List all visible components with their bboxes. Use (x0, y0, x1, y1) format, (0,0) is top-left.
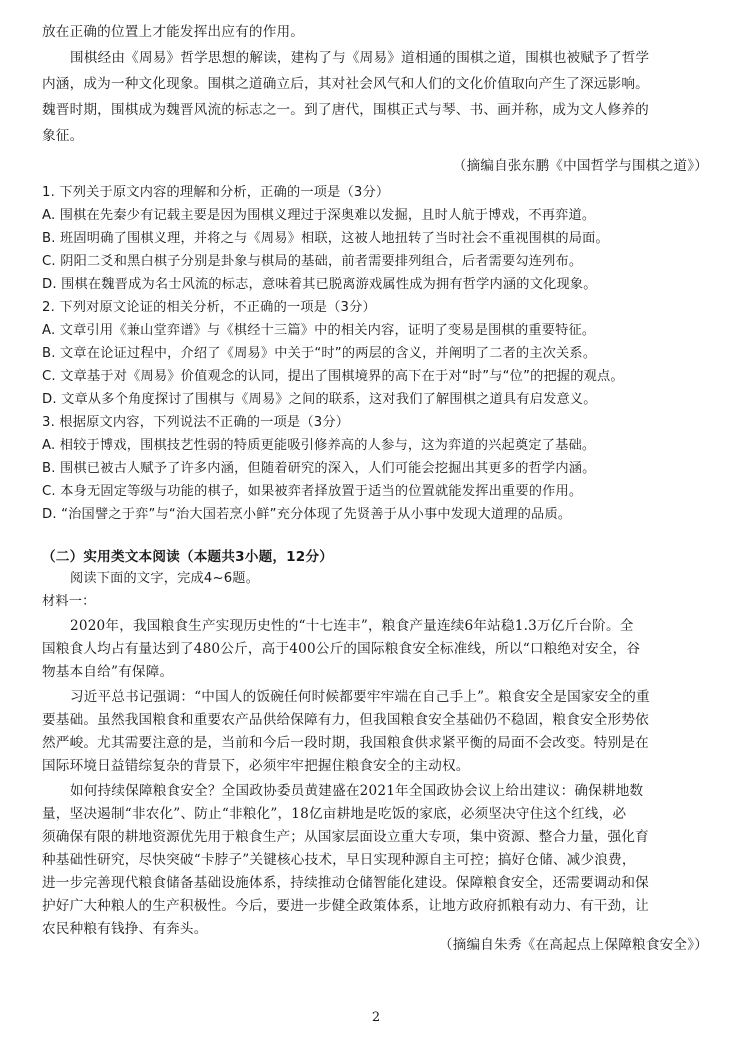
question-option: D. “治国譬之于弈”与“治大国若烹小鲜”充分体现了先贤善于从小事中发现大道理的品质。 (42, 507, 572, 522)
passage-source: （摘编自张东鹏《中国哲学与围棋之道》） (452, 158, 708, 174)
passage-line: 魏晋时期，围棋成为魏晋风流的标志之一。到了唐代，围棋正式与琴、书、画并称，成为文人修养的 (42, 102, 649, 118)
question-stem: 1. 下列关于原文内容的理解和分析，正确的一项是（3分） (42, 185, 390, 200)
material-line: 2020年，我国粮食生产实现历史性的“十七连丰”，粮食产量连续6年站稳1.3万亿斤台阶。全 (70, 618, 634, 634)
question-option: C. 阴阳二爻和黑白棋子分别是卦象与棋局的基础，前者需要排列组合，后者需要勾连列布。 (42, 254, 583, 269)
question-option: A. 围棋在先秦少有记载主要是因为围棋义理过于深奥难以发掘，且时人航于博戏，不再弈道。 (42, 208, 596, 223)
question-option: A. 相较于博戏，围棋技艺性弱的特质更能吸引修养高的人参与，这为弈道的兴起奠定了基础。 (42, 438, 596, 453)
section-instruction: 阅读下面的文字，完成4~6题。 (70, 571, 260, 586)
material-line: 种基础性研究，尽快突破“卡脖子”关键核心技术，早日实现种源自主可控；搞好仓储、减少浪费， (42, 852, 636, 868)
material-line: 量，坚决遏制“非农化”、防止“非粮化”，18亿亩耕地是吃饭的家底，必须坚决守住这个红线，必 (42, 806, 627, 822)
passage-line: 象征。 (42, 128, 84, 144)
question-option: C. 本身无固定等级与功能的棋子，如果被弈者择放置于适当的位置就能发挥出重要的作用。 (42, 484, 583, 499)
question-option: A. 文章引用《兼山堂弈谱》与《棋经十三篇》中的相关内容，证明了变易是围棋的重要特征。 (42, 323, 596, 338)
question-option: D. 文章从多个角度探讨了围棋与《周易》之间的联系，这对我们了解围棋之道具有启发意义。 (42, 392, 597, 407)
material-source: （摘编自朱秀《在高起点上保障粮食安全》） (438, 937, 708, 953)
material-line: 然严峻。尤其需要注意的是，当前和今后一段时期，我国粮食供求紧平衡的局面不会改变。特别是在 (42, 735, 649, 751)
question-option: D. 围棋在魏晋成为名士风流的标志，意味着其已脱离游戏属性成为拥有哲学内涵的文化现象。 (42, 277, 597, 292)
material-line: 物基本自给”有保障。 (42, 664, 174, 680)
question-option: B. 围棋已被古人赋予了许多内涵，但随着研究的深入，人们可能会挖掘出其更多的哲学内涵。 (42, 461, 596, 476)
material-label: 材料一： (42, 594, 96, 609)
question-option: B. 文章在论证过程中，介绍了《周易》中关于“时”的两层的含义，并阐明了二者的主次关系。 (42, 346, 597, 361)
passage-line: 内涵，成为一种文化现象。围棋之道确立后，其对社会风气和人们的文化价值取向产生了深远影响。 (42, 76, 649, 92)
material-line: 国粮食人均占有量达到了480公斤，高于400公斤的国际粮食安全标准线，所以“口粮绝对安全，谷 (42, 641, 641, 657)
material-line: 习近平总书记强调：“中国人的饭碗任何时候都要牢牢端在自己手上”。粮食安全是国家安全的重 (70, 689, 650, 705)
passage-line: 围棋经由《周易》哲学思想的解读，建构了与《周易》道相通的围棋之道，围棋也被赋予了哲学 (70, 50, 650, 66)
material-line: 要基础。虽然我国粮食和重要农产品供给保障有力，但我国粮食安全基础仍不稳固，粮食安全形势依 (42, 712, 649, 728)
material-line: 农民种粮有钱挣、有奔头。 (42, 921, 208, 937)
material-line: 如何持续保障粮食安全？全国政协委员黄建盛在2021年全国政协会议上给出建议：确保耕地数 (70, 783, 644, 799)
passage-line: 放在正确的位置上才能发挥出应有的作用。 (42, 24, 305, 40)
section-heading: （二）实用类文本阅读（本题共3小题，12分） (42, 549, 334, 565)
question-stem: 2. 下列对原文论证的相关分析，不正确的一项是（3分） (42, 300, 376, 315)
material-line: 进一步完善现代粮食储备基础设施体系，持续推动仓储智能化建设。保障粮食安全，还需要调动和保 (42, 875, 649, 891)
material-line: 护好广大种粮人的生产积极性。今后，要进一步健全政策体系，让地方政府抓粮有动力、有干劲，让 (42, 898, 649, 914)
question-option: B. 班固明确了围棋义理，并将之与《周易》相联，这被人地扭转了当时社会不重视围棋的局面。 (42, 231, 609, 246)
page-number: 2 (371, 1010, 381, 1025)
question-stem: 3. 根据原文内容，下列说法不正确的一项是（3分） (42, 415, 350, 430)
question-option: C. 文章基于对《周易》价值观念的认同，提出了围棋境界的高下在于对“时”与“位”的把握的观点。 (42, 369, 624, 384)
material-line: 须确保有限的耕地资源优先用于粮食生产；从国家层面设立重大专项，集中资源、整合力量，强化育 (42, 829, 649, 845)
material-line: 国际环境日益错综复杂的背景下，必须牢牢把握住粮食安全的主动权。 (42, 758, 470, 774)
